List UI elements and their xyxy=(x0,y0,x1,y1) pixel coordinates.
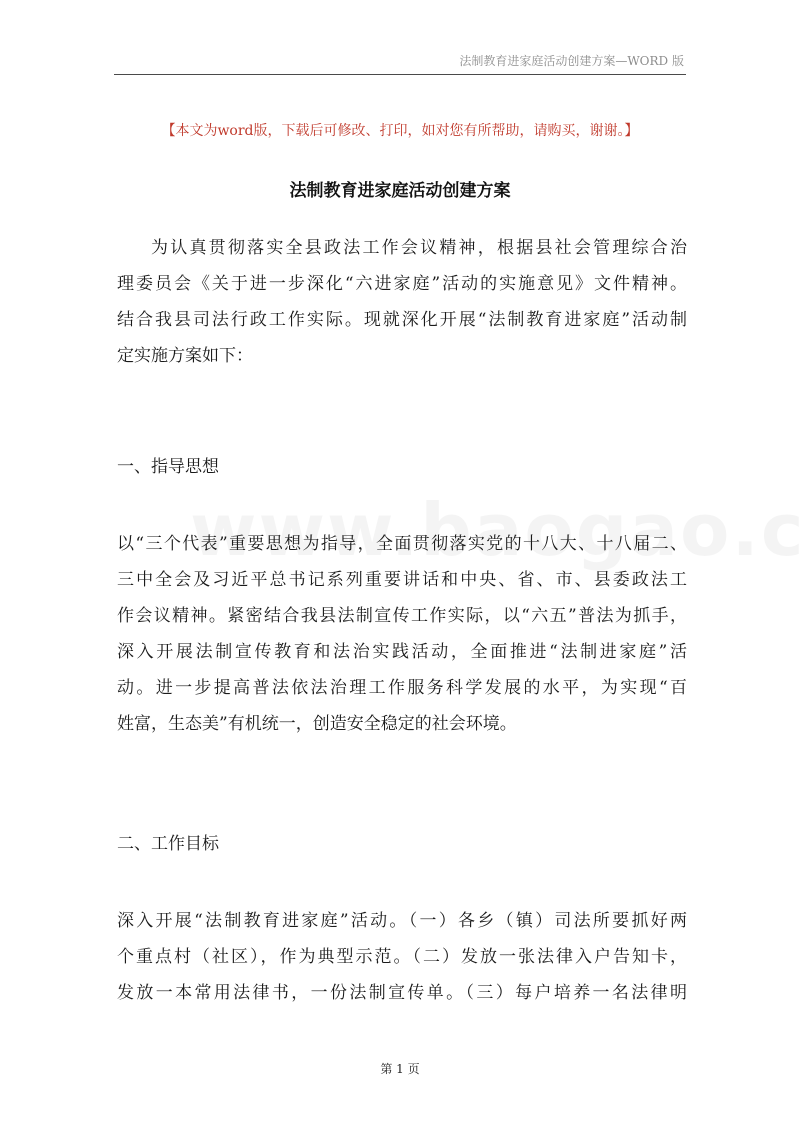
intro-paragraph xyxy=(117,230,687,374)
paragraph-line: 动。进一步提高普法依法治理工作服务科学发展的水平，为实现“百 xyxy=(117,678,687,698)
download-notice: 【本文为word版，下载后可修改、打印，如对您有所帮助，请购买，谢谢。】 xyxy=(161,123,639,139)
paragraph-line: 理委员会《关于进一步深化“六进家庭”活动的实施意见》文件精神。 xyxy=(117,274,687,294)
header-divider xyxy=(114,74,686,75)
section-2-paragraph xyxy=(117,903,687,1011)
paragraph-line: 为认真贯彻落实全县政法工作会议精神，根据县社会管理综合治 xyxy=(151,238,687,258)
section-1-paragraph xyxy=(117,526,687,742)
paragraph-line: 三中全会及习近平总书记系列重要讲话和中央、省、市、县委政法工 xyxy=(117,570,687,590)
paragraph-line: 深入开展“法制教育进家庭”活动。（一）各乡（镇）司法所要抓好两 xyxy=(117,911,687,931)
paragraph-line: 发放一本常用法律书，一份法制宣传单。（三）每户培养一名法律明 xyxy=(117,983,687,1003)
document-title: 法制教育进家庭活动创建方案 xyxy=(289,181,511,201)
paragraph-line: 作会议精神。紧密结合我县法制宣传工作实际，以“六五”普法为抓手， xyxy=(117,606,687,626)
paragraph-line: 以“三个代表”重要思想为指导，全面贯彻落实党的十八大、十八届二、 xyxy=(117,534,687,554)
paragraph-line: 定实施方案如下： xyxy=(117,346,253,366)
paragraph-line: 个重点村（社区），作为典型示范。（二）发放一张法律入户告知卡， xyxy=(117,947,687,967)
running-header: 法制教育进家庭活动创建方案—WORD 版 xyxy=(459,54,684,68)
paragraph-line: 结合我县司法行政工作实际。现就深化开展“法制教育进家庭”活动制 xyxy=(117,310,687,330)
section-heading-guiding-principle: 一、指导思想 xyxy=(117,457,219,477)
paragraph-line: 姓富，生态美”有机统一，创造安全稳定的社会环境。 xyxy=(117,714,517,734)
page-number: 第 1 页 xyxy=(380,1062,420,1076)
paragraph-line: 深入开展法制宣传教育和法治实践活动，全面推进“法制进家庭”活 xyxy=(117,642,687,662)
section-heading-work-goals: 二、工作目标 xyxy=(117,834,219,854)
